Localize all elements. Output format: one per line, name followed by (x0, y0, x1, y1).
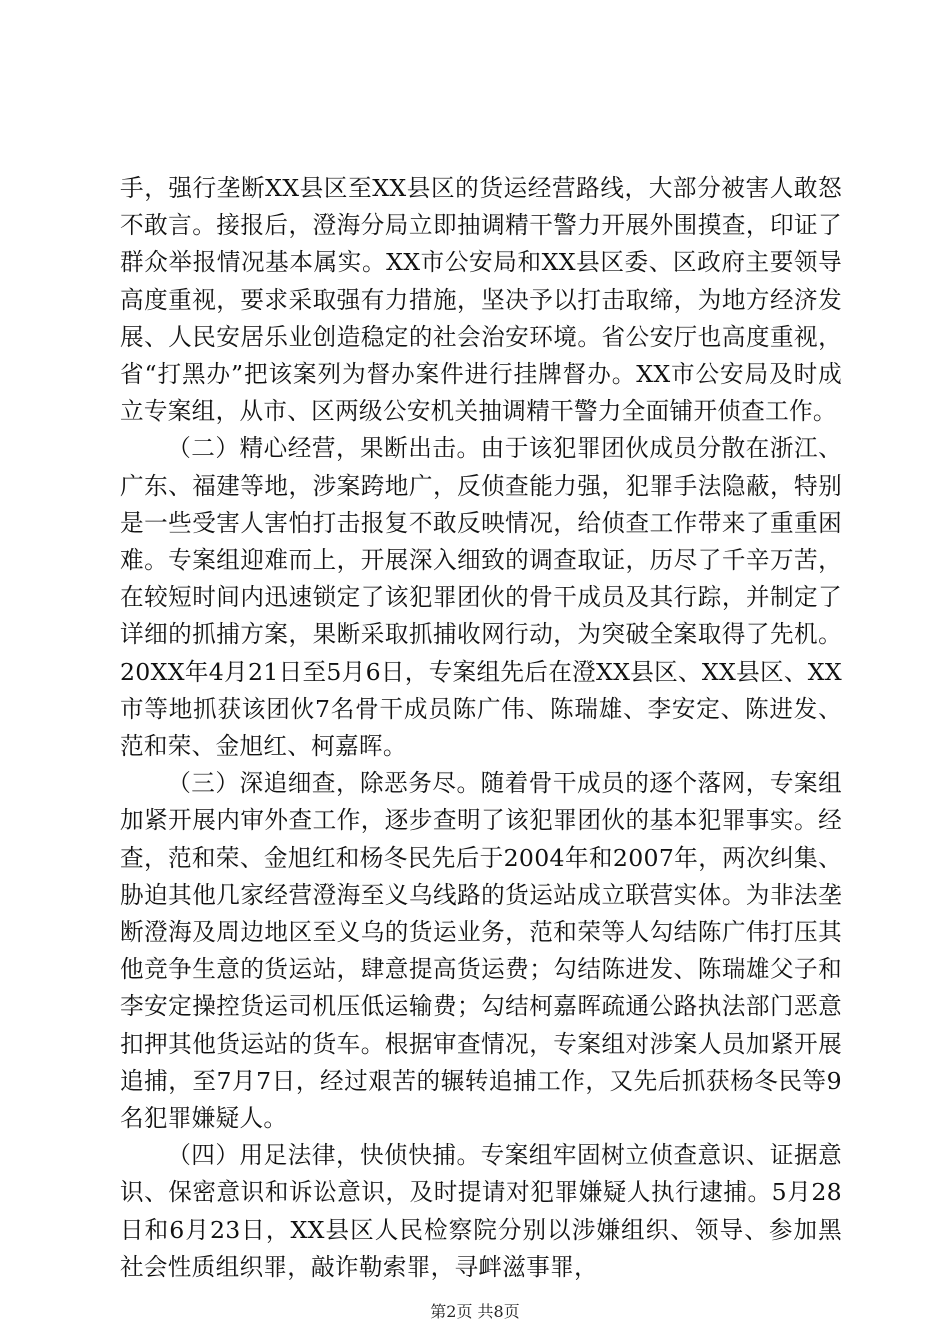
page-body (120, 170, 842, 1286)
paragraph-section-2: （二）精心经营，果断出击。由于该犯罪团伙成员分散在浙江、广东、福建等地，涉案跨地广，反侦查能力强，犯罪手法隐蔽，特别是一些受害人害怕打击报复不敢反映情况，给侦查工作带来了重重困难。专案组迎难而上，开展深入细致的调查取证，历尽了千辛万苦，在较短时间内迅速锁定了该犯罪团伙的骨干成员及其行踪，并制定了详细的抓捕方案，果断采取抓捕收网行动，为突破全案取得了先机。20XX年4月21日至5月6日，专案组先后在澄XX县区、XX县区、XX市等地抓获该团伙7名骨干成员陈广伟、陈瑞雄、李安定、陈进发、范和荣、金旭红、柯嘉晖。 (120, 434, 842, 761)
paragraph-continuation: 手，强行垄断XX县区至XX县区的货运经营路线，大部分被害人敢怒不敢言。接报后，澄海分局立即抽调精干警力开展外围摸查，印证了群众举报情况基本属实。XX市公安局和XX县区委、区政府主要领导高度重视，要求采取强有力措施，坚决予以打击取缔，为地方经济发展、人民安居乐业创造稳定的社会治安环境。省公安厅也高度重视，省“打黑办”把该案列为督办案件进行挂牌督办。XX市公安局及时成立专案组，从市、区两级公安机关抽调精干警力全面铺开侦查工作。 (120, 174, 842, 426)
paragraph-section-4: （四）用足法律，快侦快捕。专案组牢固树立侦查意识、证据意识、保密意识和诉讼意识，及时提请对犯罪嫌疑人执行逮捕。5月28日和6月23日，XX县区人民检察院分别以涉嫌组织、领导、参加黑社会性质组织罪，敲诈勒索罪，寻衅滋事罪， (120, 1141, 842, 1281)
paragraph-section-3: （三）深追细查，除恶务尽。随着骨干成员的逐个落网，专案组加紧开展内审外查工作，逐步查明了该犯罪团伙的基本犯罪事实。经查，范和荣、金旭红和杨冬民先后于2004年和2007年，两次纠集、胁迫其他几家经营澄海至义乌线路的货运站成立联营实体。为非法垄断澄海及周边地区至义乌的货运业务，范和荣等人勾结陈广伟打压其他竞争生意的货运站，肆意提高货运费；勾结陈进发、陈瑞雄父子和李安定操控货运司机压低运输费；勾结柯嘉晖疏通公路执法部门恶意扣押其他货运站的货车。根据审查情况，专案组对涉案人员加紧开展追捕，至7月7日，经过艰苦的辗转追捕工作，又先后抓获杨冬民等9名犯罪嫌疑人。 (120, 769, 842, 1133)
page-number-footer: 第2页 共8页 (430, 1302, 520, 1321)
